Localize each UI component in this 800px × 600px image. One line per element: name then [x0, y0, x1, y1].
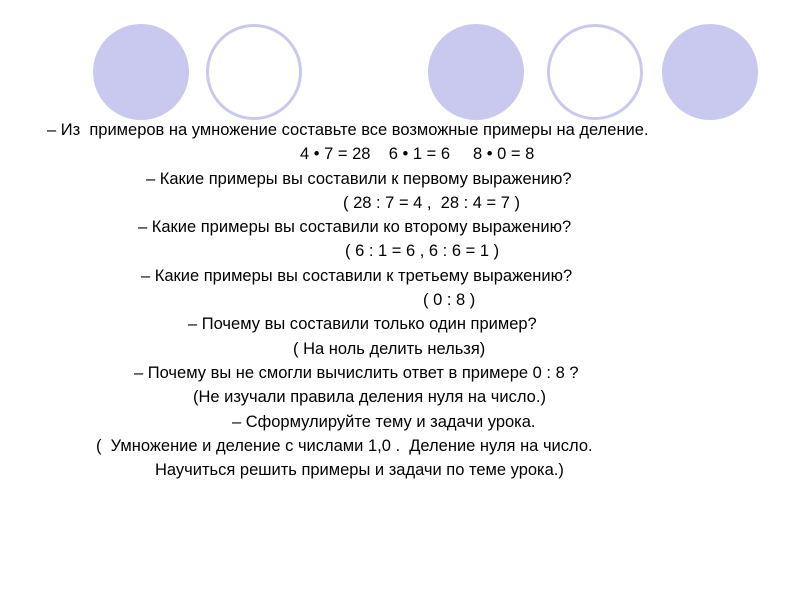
circle-outline-1	[206, 24, 302, 120]
answer-not-studied: (Не изучали правила деления нуля на число.)	[193, 388, 546, 407]
answer-third-expression: ( 0 : 8 )	[423, 291, 476, 310]
question-only-one-example: – Почему вы составили только один пример?	[188, 315, 537, 334]
question-cannot-compute: – Почему вы не смогли вычислить ответ в примере 0 : 8 ?	[134, 363, 579, 382]
multiplication-examples: 4 • 7 = 28 6 • 1 = 6 8 • 0 = 8	[300, 145, 535, 164]
circle-outline-2	[547, 24, 643, 120]
circle-filled-2	[428, 24, 524, 120]
circle-filled-3	[662, 24, 758, 120]
answer-lesson-goal: Научиться решить примеры и задачи по теме урока.)	[155, 461, 564, 480]
question-second-expression: – Какие примеры вы составили ко второму выражению?	[138, 218, 572, 237]
answer-second-expression: ( 6 : 1 = 6 , 6 : 6 = 1 )	[345, 242, 500, 261]
slide-body	[0, 118, 800, 482]
circle-filled-1	[93, 24, 189, 120]
question-third-expression: – Какие примеры вы составили к третьему выражению?	[141, 266, 573, 285]
question-lesson-topic: – Сформулируйте тему и задачи урока.	[232, 412, 536, 431]
answer-division-by-zero: ( На ноль делить нельзя)	[293, 339, 486, 358]
task-instruction: – Из примеров на умножение составьте все возможные примеры на деление.	[47, 121, 649, 139]
question-first-expression: – Какие примеры вы составили к первому выражению?	[146, 169, 572, 188]
answer-lesson-topic: ( Умножение и деление с числами 1,0 . Деление нуля на число.	[96, 436, 593, 455]
answer-first-expression: ( 28 : 7 = 4 , 28 : 4 = 7 )	[343, 193, 521, 212]
